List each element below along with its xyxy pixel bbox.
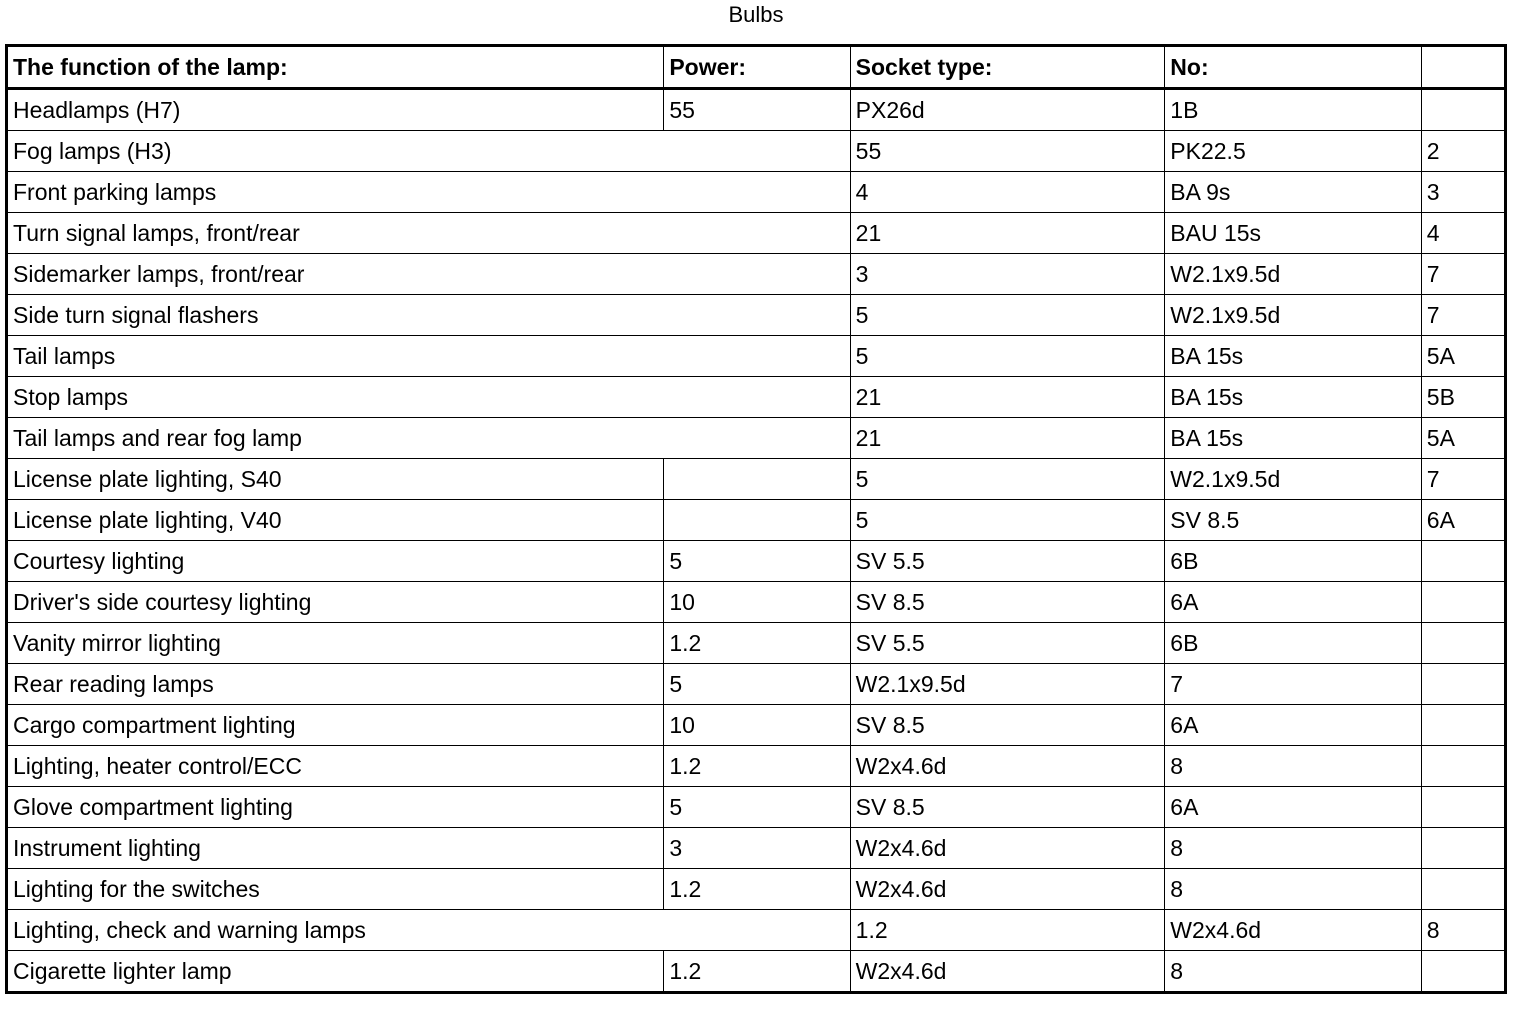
cell-function: Fog lamps (H3) <box>7 131 851 172</box>
cell-extra <box>1421 89 1505 131</box>
cell-socket: PX26d <box>850 89 1165 131</box>
table-row <box>7 541 1506 582</box>
cell-no: 7 <box>1421 459 1505 500</box>
cell-power: 55 <box>664 89 850 131</box>
cell-no: 5A <box>1421 418 1505 459</box>
cell-socket: SV 8.5 <box>1165 500 1422 541</box>
table-row <box>7 951 1506 993</box>
cell-function: License plate lighting, V40 <box>7 500 664 541</box>
cell-socket: W2x4.6d <box>1165 910 1422 951</box>
table-row <box>7 254 1506 295</box>
cell-function: Stop lamps <box>7 377 851 418</box>
cell-socket: W2.1x9.5d <box>1165 459 1422 500</box>
cell-extra <box>1421 869 1505 910</box>
cell-extra <box>1421 787 1505 828</box>
page-title: Bulbs <box>728 2 784 27</box>
cell-function: Lighting for the switches <box>7 869 664 910</box>
cell-function: Rear reading lamps <box>7 664 664 705</box>
table-row <box>7 869 1506 910</box>
cell-socket: W2.1x9.5d <box>1165 254 1422 295</box>
cell-function: Tail lamps <box>7 336 851 377</box>
cell-function: Instrument lighting <box>7 828 664 869</box>
cell-no: 8 <box>1165 746 1422 787</box>
cell-function: License plate lighting, S40 <box>7 459 664 500</box>
cell-socket: W2.1x9.5d <box>1165 295 1422 336</box>
table-row <box>7 582 1506 623</box>
cell-socket: BA 9s <box>1165 172 1422 213</box>
cell-function: Side turn signal flashers <box>7 295 851 336</box>
table-row <box>7 746 1506 787</box>
cell-no: 8 <box>1421 910 1505 951</box>
table-row <box>7 213 1506 254</box>
cell-function: Cargo compartment lighting <box>7 705 664 746</box>
cell-extra <box>1421 541 1505 582</box>
table-row <box>7 787 1506 828</box>
header-extra <box>1421 46 1505 89</box>
table-row <box>7 131 1506 172</box>
cell-no: 4 <box>1421 213 1505 254</box>
table-row <box>7 89 1506 131</box>
cell-power: 1.2 <box>664 623 850 664</box>
cell-power: 5 <box>850 295 1165 336</box>
cell-extra <box>1421 828 1505 869</box>
cell-power: 10 <box>664 582 850 623</box>
cell-blank <box>664 459 850 500</box>
cell-socket: W2x4.6d <box>850 746 1165 787</box>
cell-extra <box>1421 664 1505 705</box>
cell-socket: SV 8.5 <box>850 787 1165 828</box>
cell-power: 5 <box>850 500 1165 541</box>
cell-power: 1.2 <box>664 951 850 993</box>
table-row <box>7 172 1506 213</box>
cell-socket: SV 8.5 <box>850 582 1165 623</box>
table-row <box>7 910 1506 951</box>
cell-function: Headlamps (H7) <box>7 89 664 131</box>
cell-no: 7 <box>1421 254 1505 295</box>
cell-extra <box>1421 951 1505 993</box>
table-row <box>7 623 1506 664</box>
header-function: The function of the lamp: <box>7 46 664 89</box>
table-row <box>7 295 1506 336</box>
cell-no: 6A <box>1165 582 1422 623</box>
cell-power: 21 <box>850 213 1165 254</box>
table-row <box>7 705 1506 746</box>
cell-no: 8 <box>1165 869 1422 910</box>
cell-no: 2 <box>1421 131 1505 172</box>
cell-socket: W2.1x9.5d <box>850 664 1165 705</box>
cell-socket: W2x4.6d <box>850 869 1165 910</box>
cell-no: 8 <box>1165 828 1422 869</box>
cell-power: 5 <box>664 787 850 828</box>
cell-no: 5A <box>1421 336 1505 377</box>
cell-no: 6A <box>1165 705 1422 746</box>
cell-blank <box>664 500 850 541</box>
cell-power: 4 <box>850 172 1165 213</box>
cell-no: 3 <box>1421 172 1505 213</box>
cell-function: Driver's side courtesy lighting <box>7 582 664 623</box>
cell-function: Lighting, check and warning lamps <box>7 910 851 951</box>
cell-function: Sidemarker lamps, front/rear <box>7 254 851 295</box>
cell-extra <box>1421 582 1505 623</box>
table-row <box>7 377 1506 418</box>
table-row <box>7 828 1506 869</box>
cell-power: 1.2 <box>664 746 850 787</box>
cell-no: 7 <box>1165 664 1422 705</box>
table-row <box>7 459 1506 500</box>
cell-function: Glove compartment lighting <box>7 787 664 828</box>
cell-power: 3 <box>850 254 1165 295</box>
cell-power: 5 <box>664 541 850 582</box>
cell-power: 5 <box>664 664 850 705</box>
cell-no: 6B <box>1165 541 1422 582</box>
cell-function: Cigarette lighter lamp <box>7 951 664 993</box>
cell-power: 1.2 <box>664 869 850 910</box>
table-row <box>7 336 1506 377</box>
table-row <box>7 664 1506 705</box>
cell-socket: PK22.5 <box>1165 131 1422 172</box>
cell-no: 6A <box>1421 500 1505 541</box>
cell-no: 1B <box>1165 89 1422 131</box>
cell-power: 21 <box>850 418 1165 459</box>
cell-power: 1.2 <box>850 910 1165 951</box>
cell-function: Turn signal lamps, front/rear <box>7 213 851 254</box>
cell-socket: BA 15s <box>1165 336 1422 377</box>
header-no: No: <box>1165 46 1422 89</box>
cell-no: 6A <box>1165 787 1422 828</box>
cell-socket: BAU 15s <box>1165 213 1422 254</box>
bulbs-table <box>5 44 1507 994</box>
cell-function: Vanity mirror lighting <box>7 623 664 664</box>
cell-socket: W2x4.6d <box>850 828 1165 869</box>
cell-power: 10 <box>664 705 850 746</box>
cell-socket: W2x4.6d <box>850 951 1165 993</box>
table-header-row <box>7 46 1506 89</box>
cell-function: Lighting, heater control/ECC <box>7 746 664 787</box>
cell-socket: SV 5.5 <box>850 623 1165 664</box>
cell-function: Front parking lamps <box>7 172 851 213</box>
cell-socket: BA 15s <box>1165 377 1422 418</box>
cell-no: 6B <box>1165 623 1422 664</box>
cell-power: 5 <box>850 336 1165 377</box>
cell-socket: BA 15s <box>1165 418 1422 459</box>
cell-no: 5B <box>1421 377 1505 418</box>
cell-power: 5 <box>850 459 1165 500</box>
cell-power: 3 <box>664 828 850 869</box>
cell-extra <box>1421 746 1505 787</box>
cell-extra <box>1421 705 1505 746</box>
cell-socket: SV 8.5 <box>850 705 1165 746</box>
cell-socket: SV 5.5 <box>850 541 1165 582</box>
header-socket-type: Socket type: <box>850 46 1165 89</box>
cell-power: 21 <box>850 377 1165 418</box>
cell-no: 7 <box>1421 295 1505 336</box>
cell-function: Courtesy lighting <box>7 541 664 582</box>
table-row <box>7 418 1506 459</box>
header-power: Power: <box>664 46 850 89</box>
cell-extra <box>1421 623 1505 664</box>
table-row <box>7 500 1506 541</box>
cell-no: 8 <box>1165 951 1422 993</box>
cell-power: 55 <box>850 131 1165 172</box>
cell-function: Tail lamps and rear fog lamp <box>7 418 851 459</box>
